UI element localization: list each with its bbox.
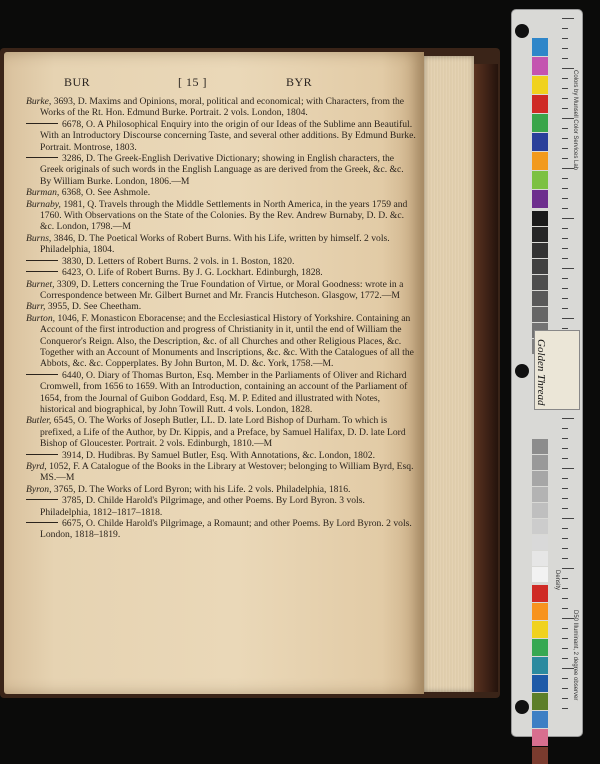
entry-text: 3846, D. The Poetical Works of Robert Burns. With his Life, written by himself. 2 vols. Philadelphia, 1804. bbox=[40, 232, 390, 256]
ruler-tick bbox=[562, 458, 568, 459]
color-swatch bbox=[532, 133, 548, 151]
entry-heading: Burman, bbox=[26, 187, 60, 199]
gray-swatch bbox=[532, 211, 548, 226]
ruler-tick bbox=[562, 608, 568, 609]
catalogue-entry bbox=[26, 119, 416, 153]
entry-heading: Burke, bbox=[26, 96, 52, 107]
ruler-tick bbox=[562, 658, 568, 659]
color-swatch bbox=[532, 152, 548, 170]
ruler-tick bbox=[562, 548, 568, 549]
catalogue-entry bbox=[26, 450, 416, 461]
ruler-tick bbox=[562, 218, 574, 219]
card-hole bbox=[515, 700, 529, 714]
entry-text: 1981, Q. Travels through the Middle Settlements in North America, in the years 1759 and 1760. With Observations on the State of the Colonies. By the Rev. Andrew Burnaby, D. D. &c. &c. London, 1798.—M bbox=[40, 198, 408, 233]
entry-text: 6545, O. The Works of Joseph Butler, LL. D. late Lord Bishop of Durham. To which is prefixed, a Life of the Author, by Dr. Kippis, and a Preface, by Samuel Halifax, D. D. late Lord Bishop of Gloucester. Portrait. 2 vols. Edinburgh, 1810.—M bbox=[40, 415, 406, 450]
header-right: BYR bbox=[286, 75, 313, 89]
card-vertical-text: Colors by Munsell Color Services Lab bbox=[572, 70, 578, 171]
card-illuminant-text: D50 Illuminant, 2 degree observer bbox=[572, 610, 578, 701]
card-hole bbox=[515, 24, 529, 38]
catalogue-entry bbox=[26, 484, 416, 495]
ruler-tick bbox=[562, 98, 568, 99]
color-swatch bbox=[532, 711, 548, 728]
entry-heading: Butler, bbox=[26, 415, 52, 427]
book-spine bbox=[474, 64, 498, 692]
ruler-tick bbox=[562, 598, 568, 599]
color-swatch bbox=[532, 747, 548, 764]
ruler-tick bbox=[562, 538, 568, 539]
card-hole bbox=[515, 364, 529, 378]
ruler-tick bbox=[562, 518, 574, 519]
golden-thread-label bbox=[534, 330, 580, 410]
color-swatch bbox=[532, 729, 548, 746]
ruler-tick bbox=[562, 28, 568, 29]
ruler-tick bbox=[562, 68, 574, 69]
ruler-tick bbox=[562, 38, 568, 39]
color-swatch bbox=[532, 114, 548, 132]
gray-swatch bbox=[532, 519, 548, 534]
ditto-dash bbox=[26, 123, 58, 124]
color-swatch bbox=[532, 171, 548, 189]
color-swatch bbox=[532, 38, 548, 56]
gray-swatch bbox=[532, 307, 548, 322]
ruler-tick bbox=[562, 708, 568, 709]
catalogue-entry bbox=[26, 461, 416, 484]
color-swatch bbox=[532, 693, 548, 710]
ruler-tick bbox=[562, 108, 568, 109]
gray-swatch bbox=[532, 259, 548, 274]
ruler-tick bbox=[562, 18, 574, 19]
ruler-tick bbox=[562, 188, 568, 189]
entry-text: 3914, D. Hudibras. By Samuel Butler, Esq. With Annotations, &c. London, 1802. bbox=[62, 449, 375, 461]
ruler-tick bbox=[562, 328, 568, 329]
ruler-tick bbox=[562, 78, 568, 79]
catalogue-entry bbox=[26, 495, 416, 518]
entry-text: 1046, F. Monasticon Eboracense; and the Ecclesiastical History of Yorkshire. Containing an Account of the first introduction and progress of Christianity in it, until the end of William the Conqueror's Reign. Also, the Description, &c. of all Churches and other Religious Places, &c. Together with an Account of Monuments and Inscriptions, &c. &c. With the Catalogues of all the Abbots, &c. &c. Copperplates. By John Burton, M. D. &c. York, 1758.—M. bbox=[40, 312, 414, 370]
entry-heading: Burton, bbox=[26, 312, 56, 324]
color-swatch bbox=[532, 603, 548, 620]
entry-text: 6678, O. A Philosophical Enquiry into the origin of our Ideas of the Sublime ann Beautiful. With an Introductory Discourse concerning Taste, and several other additions. By Edmund Burke. Portrait. Montrose, 1803. bbox=[40, 118, 416, 153]
ruler-tick bbox=[562, 438, 568, 439]
color-swatch bbox=[532, 621, 548, 638]
header-left: BUR bbox=[64, 75, 91, 89]
catalogue-entry bbox=[26, 518, 416, 541]
ruler-tick bbox=[562, 258, 568, 259]
catalogue-entry bbox=[26, 415, 416, 449]
color-swatch bbox=[532, 190, 548, 208]
color-swatch bbox=[532, 657, 548, 674]
ruler-tick bbox=[562, 208, 568, 209]
label-text: Golden Thread bbox=[535, 339, 547, 406]
ruler-tick bbox=[562, 468, 574, 469]
gray-swatch bbox=[532, 275, 548, 290]
gray-swatch bbox=[532, 551, 548, 566]
ruler-tick bbox=[562, 248, 568, 249]
ruler-tick bbox=[562, 688, 568, 689]
entry-text: 3765, D. The Works of Lord Byron; with his Life. 2 vols. Philadelphia, 1816. bbox=[51, 483, 351, 495]
catalogue-entry bbox=[26, 279, 416, 302]
entry-text: 3830, D. Letters of Robert Burns. 2 vols. in 1. Boston, 1820. bbox=[62, 255, 295, 267]
ruler-tick bbox=[562, 568, 574, 569]
catalogue-entry bbox=[26, 370, 416, 416]
gray-swatch bbox=[532, 243, 548, 258]
ruler-tick bbox=[562, 448, 568, 449]
ruler-tick bbox=[562, 498, 568, 499]
ruler-tick bbox=[562, 648, 568, 649]
color-swatch bbox=[532, 76, 548, 94]
catalogue-entry bbox=[26, 199, 416, 233]
catalogue-entry bbox=[26, 313, 416, 370]
ruler-tick bbox=[562, 288, 568, 289]
ruler-tick bbox=[562, 128, 568, 129]
ruler-tick bbox=[562, 428, 568, 429]
ruler-tick bbox=[562, 148, 568, 149]
color-swatch bbox=[532, 675, 548, 692]
entry-heading: Burns, bbox=[26, 232, 52, 244]
ruler-tick bbox=[562, 488, 568, 489]
ruler-tick bbox=[562, 178, 568, 179]
gray-swatch bbox=[532, 227, 548, 242]
ruler-tick bbox=[562, 198, 568, 199]
color-swatch bbox=[532, 57, 548, 75]
entry-heading: Burr, bbox=[26, 301, 46, 313]
gray-swatch bbox=[532, 471, 548, 486]
ditto-dash bbox=[26, 374, 58, 375]
density-label: Density bbox=[554, 570, 560, 591]
entry-text: 3286, D. The Greek-English Derivative Dictionary; showing in English characters, the Greek originals of such words in the English Language as are derived from the Greek, &c. &c. By William Burke. London, 1806.—M bbox=[40, 153, 404, 187]
entry-text: 1052, F. A Catalogue of the Books in the Library at Westover; belonging to William Byrd, Esq. MS.—M bbox=[40, 461, 414, 484]
ditto-dash bbox=[26, 499, 58, 500]
catalogue-entry bbox=[26, 256, 416, 267]
ruler-tick bbox=[562, 418, 574, 419]
color-swatch bbox=[532, 639, 548, 656]
entry-text: 6368, O. See Ashmole. bbox=[59, 187, 151, 199]
entry-text: 3955, D. See Cheetham. bbox=[45, 301, 142, 313]
ruler-tick bbox=[562, 278, 568, 279]
ruler-tick bbox=[562, 308, 568, 309]
entry-heading: Byron, bbox=[26, 483, 52, 495]
ditto-dash bbox=[26, 454, 58, 455]
ditto-dash bbox=[26, 522, 58, 523]
ditto-dash bbox=[26, 271, 58, 272]
ruler-tick bbox=[562, 508, 568, 509]
ruler-tick bbox=[562, 228, 568, 229]
gray-swatch bbox=[532, 487, 548, 502]
ruler-tick bbox=[562, 238, 568, 239]
ruler-tick bbox=[562, 638, 568, 639]
color-swatch bbox=[532, 95, 548, 113]
entry-text: 3785, D. Childe Harold's Pilgrimage, and other Poems. By Lord Byron. 3 vols. Philadelphia, 1812–1817–1818. bbox=[40, 495, 365, 518]
gray-swatch bbox=[532, 455, 548, 470]
entry-heading: Burnet, bbox=[26, 278, 55, 290]
ruler-tick bbox=[562, 478, 568, 479]
ruler-tick bbox=[562, 138, 568, 139]
entry-text: 6423, O. Life of Robert Burns. By J. G. Lockhart. Edinburgh, 1828. bbox=[62, 267, 323, 279]
entry-text: 6440, O. Diary of Thomas Burton, Esq. Member in the Parliaments of Oliver and Richard Cromwell, from 1656 to 1659. With an Introduction, containing an account of the Parliament of 1654, from the Journal of Guibon Goddard, Esq. M. P. Edited and illustrated with Notes, historical and biographical, by John Towill Rutt. 4 vols. London, 1828. bbox=[40, 369, 408, 415]
ruler-tick bbox=[562, 698, 568, 699]
ruler-tick bbox=[562, 318, 574, 319]
gray-swatch bbox=[532, 503, 548, 518]
ruler-tick bbox=[562, 528, 568, 529]
ruler-tick bbox=[562, 158, 568, 159]
ruler-tick bbox=[562, 298, 568, 299]
catalogue-entry bbox=[26, 267, 416, 278]
ruler-tick bbox=[562, 268, 574, 269]
gray-swatch bbox=[532, 567, 548, 582]
ditto-dash bbox=[26, 260, 58, 261]
entry-heading: Byrd, bbox=[26, 461, 47, 472]
ruler-tick bbox=[562, 588, 568, 589]
catalogue-entry bbox=[26, 233, 416, 256]
entry-text: 6675, O. Childe Harold's Pilgrimage, a Romaunt; and other Poems. By Lord Byron. 2 vols. London, 1818–1819. bbox=[40, 518, 412, 541]
gray-swatch bbox=[532, 291, 548, 306]
ruler-tick bbox=[562, 48, 568, 49]
ruler-tick bbox=[562, 558, 568, 559]
gray-swatch bbox=[532, 535, 548, 550]
ruler-tick bbox=[562, 88, 568, 89]
page-edges bbox=[424, 56, 474, 692]
catalogue-entry bbox=[26, 153, 416, 187]
ruler-tick bbox=[562, 628, 568, 629]
color-swatch bbox=[532, 585, 548, 602]
ruler-tick bbox=[562, 578, 568, 579]
catalogue-entry bbox=[26, 96, 416, 119]
entry-heading: Burnaby, bbox=[26, 198, 61, 210]
entry-text: 3693, D. Maxims and Opinions, moral, political and economical; with Characters, from the Works of the Rt. Hon. Edmund Burke. Portrait. 2 vols. London, 1804. bbox=[40, 96, 405, 119]
catalogue-entry bbox=[26, 187, 416, 198]
ruler-tick bbox=[562, 678, 568, 679]
page-number: [ 15 ] bbox=[178, 75, 207, 89]
catalogue-entries bbox=[26, 96, 416, 541]
catalogue-entry bbox=[26, 301, 416, 312]
ditto-dash bbox=[26, 157, 58, 158]
gray-swatch bbox=[532, 439, 548, 454]
ruler-tick bbox=[562, 58, 568, 59]
entry-text: 3309, D. Letters concerning the True Foundation of Virtue, or Moral Goodness: wrote in a Correspondence between Mr. Gilbert Burnet and Mr. Francis Hutcheson. Glasgow, 1772.—M bbox=[40, 278, 404, 301]
